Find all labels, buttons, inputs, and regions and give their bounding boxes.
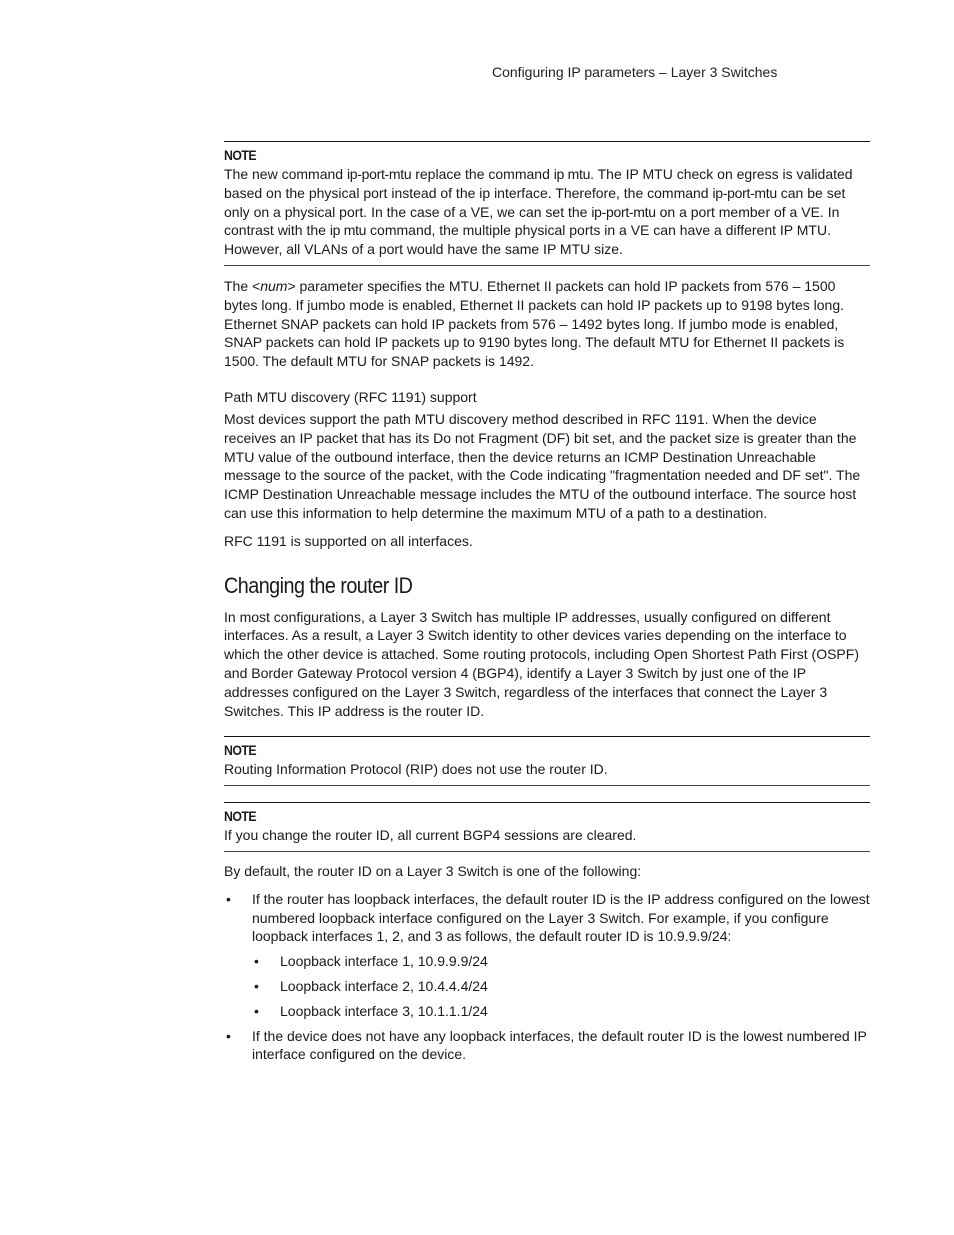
page-content bbox=[224, 141, 870, 1064]
bullet-icon: • bbox=[254, 977, 259, 994]
list-item: • Loopback interface 2, 10.4.4.4/24 bbox=[254, 977, 488, 994]
bullet-icon: • bbox=[226, 890, 231, 907]
default-router-id-list bbox=[224, 890, 870, 1064]
note-text: Routing Information Protocol (RIP) does not use the router ID. bbox=[224, 761, 608, 778]
note-text: If you change the router ID, all current BGP4 sessions are cleared. bbox=[224, 827, 637, 844]
command-ip-port-mtu: ip-port-mtu bbox=[591, 203, 656, 220]
bullet-icon: • bbox=[254, 1002, 259, 1019]
section-heading-path-mtu: Path MTU discovery (RFC 1191) support bbox=[224, 388, 477, 405]
running-header: Configuring IP parameters – Layer 3 Switches bbox=[492, 64, 778, 80]
list-item: • If the router has loopback interfaces, the default router ID is the IP address configured on the lowest numbered loopback interface configured on the Layer 3 Switch. For example, if you configure loopback interfaces 1, 2, and 3 as follows, the default router ID is 10.9.9.9/24: • Loopback interface 1, 10.9.9.9/24 • Loopback interface 2, 10.4.4.4/24 • Loopback interface 3, 10.1.1.1/24 bbox=[226, 890, 870, 1019]
router-id-intro: In most configurations, a Layer 3 Switch has multiple IP addresses, usually configured on different interfaces. As a result, a Layer 3 Switch identity to other devices varies depending on the interface to which the other device is attached. Some routing protocols, including Open Shortest Path First (OSPF) and Border Gateway Protocol version 4 (BGP4), identify a Layer 3 Switch by just one of the IP addresses configured on the Layer 3 Switch, regardless of the interfaces that connect the Layer 3 Switches. This IP address is the router ID. bbox=[224, 608, 859, 719]
bullet-icon: • bbox=[254, 953, 259, 970]
list-item: • If the device does not have any loopback interfaces, the default router ID is the lowest numbered IP interface configured on the device. bbox=[226, 1027, 867, 1063]
mtu-parameter-paragraph: The <num> parameter specifies the MTU. Ethernet II packets can hold IP packets from 576 – 1500 bytes long. If jumbo mode is enabled, Ethernet II packets can hold IP packets up to 9198 bytes long. Ethernet SNAP packets can hold IP packets from 576 – 1492 bytes long. If jumbo mode is enabled, SNAP packets can hold IP packets up to 9190 bytes long. The default MTU for Ethernet II packets is 1500. The default MTU for SNAP packets is 1492. bbox=[224, 277, 845, 370]
note-text: The new command ip-port-mtu replace the command ip mtu. The IP MTU check on egress is validated based on the physical port instead of the ip interface. Therefore, the command ip-port-mtu can be set only on a physical port. In the case of a VE, we can set the ip-port-mtu on a port member of a VE. In contrast with the ip mtu command, the multiple physical ports in a VE can have a different IP MTU. However, all VLANs of a port would have the same IP MTU size. bbox=[224, 166, 853, 258]
command-ip-port-mtu: ip-port-mtu bbox=[712, 184, 777, 201]
note-label: NOTE bbox=[224, 147, 257, 163]
path-mtu-paragraph: Most devices support the path MTU discovery method described in RFC 1191. When the device receives an IP packet that has its Do not Fragment (DF) bit set, and the packet size is greater than the MTU value of the outbound interface, then the device returns an ICMP Destination Unreachable message to the source of the packet, with the Code indicating "fragmentation needed and DF set". The ICMP Destination Unreachable message includes the MTU of the outbound interface. The source host can use this information to help determine the maximum MTU of a path to a destination. bbox=[224, 410, 861, 521]
list-item: • Loopback interface 1, 10.9.9.9/24 bbox=[254, 953, 488, 970]
note-label: NOTE bbox=[224, 808, 257, 825]
section-heading-router-id: Changing the router ID bbox=[224, 572, 413, 598]
command-ip-mtu: ip mtu bbox=[329, 222, 367, 239]
note-bgp4 bbox=[224, 802, 870, 852]
loopback-list bbox=[252, 952, 870, 1020]
num-parameter: num bbox=[260, 277, 288, 294]
rfc-support-paragraph: RFC 1191 is supported on all interfaces. bbox=[224, 532, 473, 549]
note-label: NOTE bbox=[224, 742, 257, 759]
command-ip-port-mtu: ip-port-mtu bbox=[346, 166, 412, 182]
bullet-icon: • bbox=[226, 1027, 231, 1044]
list-item: • Loopback interface 3, 10.1.1.1/24 bbox=[254, 1002, 488, 1019]
command-ip-mtu: ip mtu bbox=[553, 166, 591, 182]
heading-wrapper bbox=[224, 573, 870, 599]
note-rip bbox=[224, 736, 870, 786]
default-router-id-intro: By default, the router ID on a Layer 3 Switch is one of the following: bbox=[224, 862, 642, 879]
note-ip-port-mtu bbox=[224, 141, 870, 266]
